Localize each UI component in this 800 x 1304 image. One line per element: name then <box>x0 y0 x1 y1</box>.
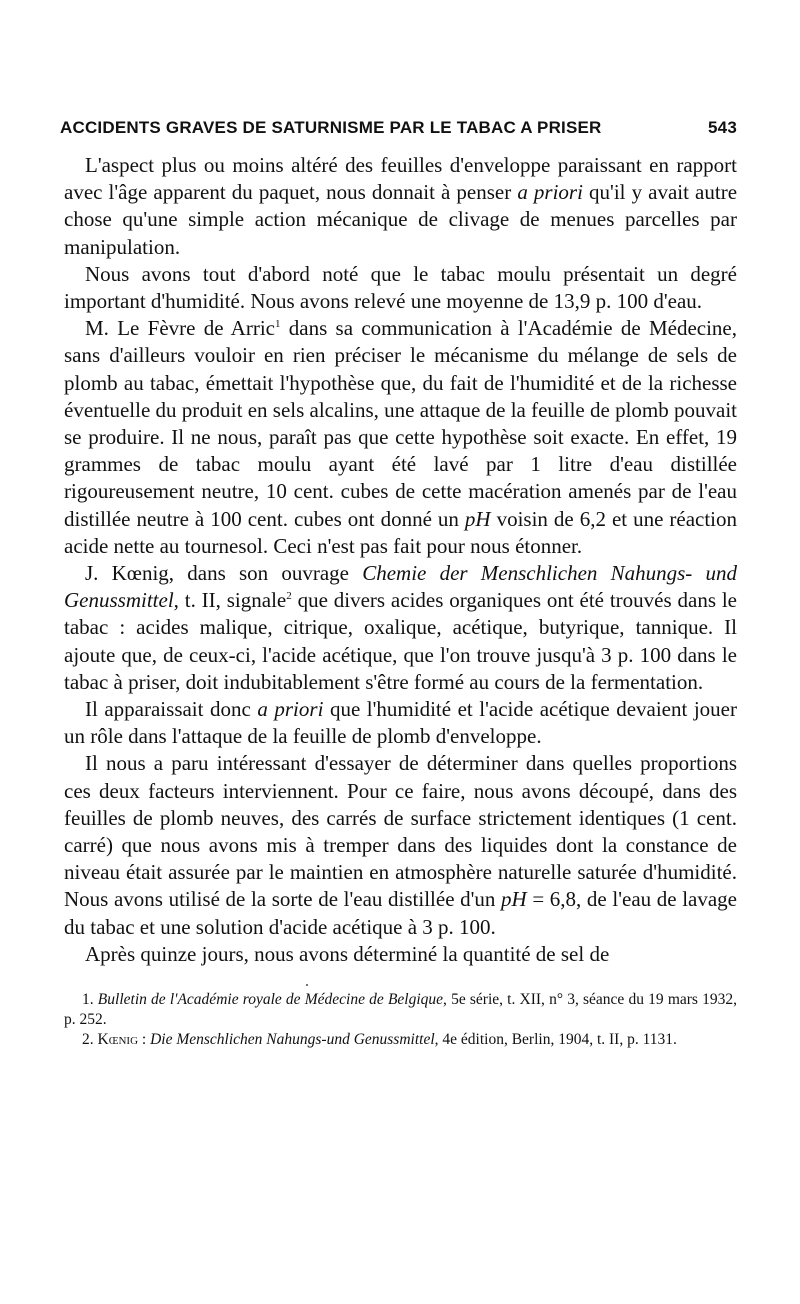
paragraph-6: Il nous a paru intéressant d'essayer de déterminer dans quelles proportions ces deux facteurs interviennent. Pour ce faire, nous avons découpé, dans des feuilles de plomb neuves, des carrés de surface strictement identiques (1 cent. carré) que nous avons mis à tremper dans des liquides dont la constance de niveau était assurée par le maintien en atmosphère naturelle saturée d'humidité. Nous avons utilisé de la sorte de l'eau distillée d'un pH = 6,8, de l'eau de lavage du tabac et une solution d'acide acétique à 3 p. 100. <box>64 751 737 939</box>
italic-a-priori: a priori <box>517 180 583 205</box>
footnote-ref-2: 2 <box>286 590 292 603</box>
footnotes <box>64 990 737 1050</box>
running-head <box>60 118 737 138</box>
running-head-title: ACCIDENTS GRAVES DE SATURNISME PAR LE TABAC A PRISER <box>60 118 602 137</box>
italic-ph: pH <box>464 506 491 531</box>
paragraph-4: J. Kœnig, dans son ouvrage Chemie der Menschlichen Nahungs- und Genussmittel, t. II, signale$^2$ que divers acides organiques ont été trouvés dans le tabac : acides malique, citrique, oxalique, acétique, butyrique, tannique. Il ajoute que, de ceux-ci, l'acide acétique, que l'on trouve jusqu'à 3 p. 100 dans le tabac à priser, doit indubitablement s'être formé au cours de la fermentation. <box>64 561 738 694</box>
footnote-separator <box>306 984 308 986</box>
page-number: 543 <box>708 118 737 137</box>
paragraph-2: Nous avons tout d'abord noté que le tabac moulu présentait un degré important d'humidité. Nous avons relevé une moyenne de 13,9 p. 100 d'eau. <box>64 261 737 314</box>
italic-a-priori-2: a priori <box>257 697 324 722</box>
footnote-2: 2. Kœnig : Die Menschlichen Nahungs-und Genussmittel, 4e édition, Berlin, 1904, t. II, p. 1131. <box>82 1031 677 1049</box>
paragraph-3: M. Le Fèvre de Arric$^1$ dans sa communication à l'Académie de Médecine, sans d'ailleurs vouloir en rien préciser le mécanisme du mélange de sels de plomb au tabac, émettait l'hypothèse que, du fait de l'humidité et de la richesse éventuelle du produit en sels alcalins, une attaque de la feuille de plomb pouvait se produire. Il ne nous, paraît pas que cette hypothèse soit exacte. En effet, 19 grammes de tabac moulu ayant été lavé par 1 litre d'eau distillée rigoureusement neutre, 10 cent. cubes de cette macération amenés par de l'eau distillée neutre à 100 cent. cubes ont donné un pH voisin de 6,2 et une réaction acide nette au tournesol. Ceci n'est pas fait pour nous étonner. <box>64 316 738 558</box>
footnote-1: 1. Bulletin de l'Académie royale de Médecine de Belgique, 5e série, t. XII, n° 3, séance du 19 mars 1932, p. 252. <box>64 991 737 1029</box>
footnote-ref-1: 1 <box>274 318 281 331</box>
body-text <box>64 152 737 968</box>
paragraph-7: Après quinze jours, nous avons déterminé la quantité de sel de <box>85 941 610 966</box>
page <box>60 118 738 1050</box>
paragraph-1: L'aspect plus ou moins altéré des feuilles d'enveloppe paraissant en rapport avec l'âge apparent du paquet, nous donnait à penser a priori qu'il y avait autre chose qu'une simple action mécanique de clivage de menues parcelles par manipulation. <box>64 153 738 259</box>
paragraph-5: Il apparaissait donc a priori que l'humidité et l'acide acétique devaient jouer un rôle dans l'attaque de la feuille de plomb d'enveloppe. <box>64 697 737 749</box>
italic-ph-2: pH <box>501 887 527 912</box>
italic-work-title: Chemie der Menschlichen Nahungs- und Genussmittel <box>64 561 738 613</box>
